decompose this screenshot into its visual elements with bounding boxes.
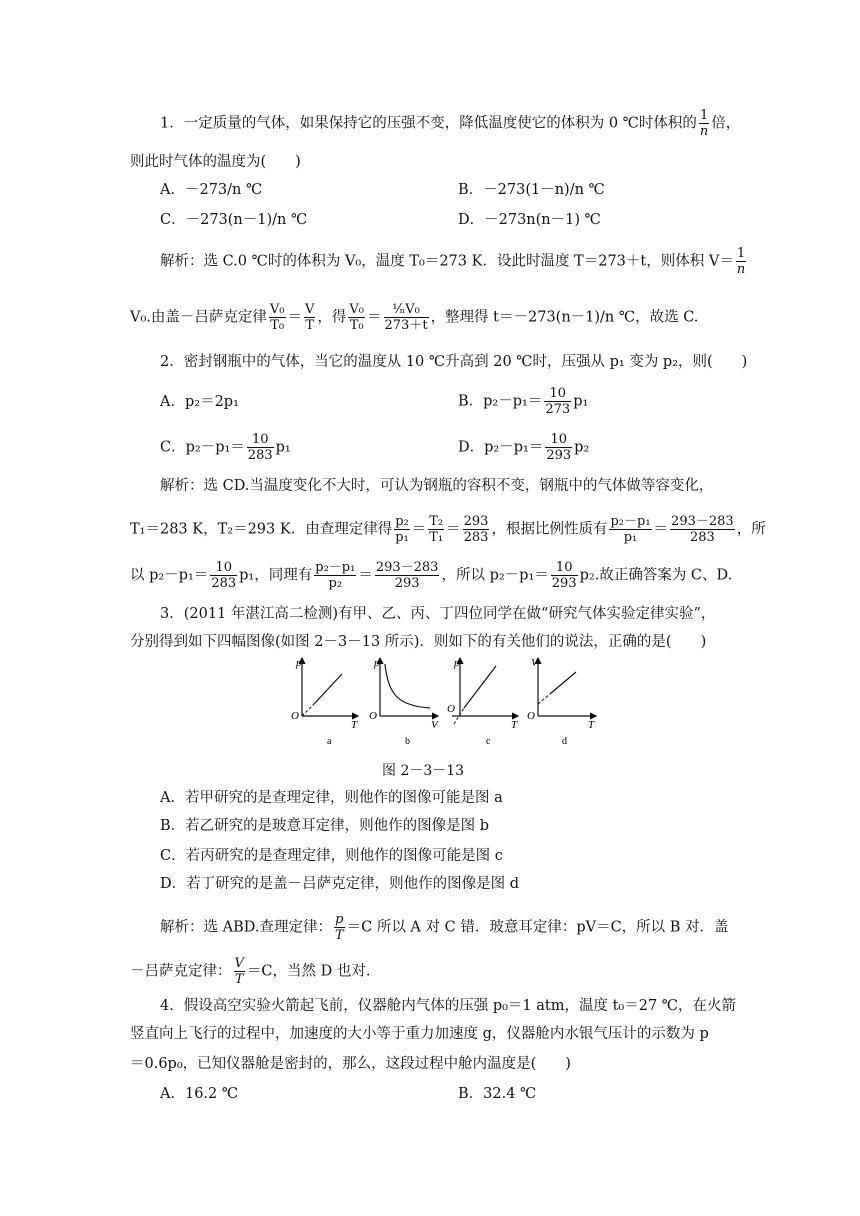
- analysis-text: －吕萨克定律：: [130, 963, 232, 980]
- axis-label: V: [431, 719, 438, 731]
- frac-num: 10: [551, 560, 578, 576]
- q1-stem-line2: 则此时气体的温度为( ): [130, 154, 301, 170]
- frac-den: p₂: [328, 576, 343, 591]
- graph-d: [527, 657, 596, 747]
- frac-num: p₂－p₁: [610, 514, 651, 529]
- analysis-text: p₂.故正确答案为 C、D.: [579, 567, 733, 584]
- graph-label: c: [486, 736, 491, 747]
- frac-num: 293: [463, 514, 489, 529]
- axis-label: T: [588, 719, 595, 731]
- frac-num: 10: [545, 432, 572, 448]
- frac-num: 10: [247, 432, 274, 448]
- fraction: [670, 514, 735, 545]
- origin-label: O: [291, 710, 299, 722]
- figure-caption: 图 2－3－13: [382, 763, 465, 779]
- frac-num: V: [305, 302, 315, 317]
- option-text: B．p₂－p₁＝: [458, 393, 543, 410]
- analysis-text: ，所以 p₂－p₁＝: [441, 567, 549, 584]
- q2-option-d: [458, 432, 589, 463]
- analysis-text: ，得: [317, 309, 347, 326]
- origin-label: O: [447, 703, 455, 715]
- q1-analysis-line2: [130, 302, 698, 333]
- fraction: [247, 432, 274, 463]
- analysis-text: ，所: [736, 521, 766, 538]
- q1-stem-text: 倍，: [711, 115, 741, 132]
- frac-den: 293: [546, 448, 572, 463]
- analysis-text: ＝C，当然 D 也对.: [246, 963, 371, 980]
- q3-stem-line1: 3．(2011 年湛江高二检测)有甲、乙、丙、丁四位同学在做“研究气体实验定律实验”，: [160, 606, 716, 622]
- frac-den: 293: [394, 576, 420, 591]
- frac-num: T₂: [429, 514, 444, 529]
- q2-option-c: [160, 432, 291, 463]
- q2-stem: 2．密封钢瓶中的气体，当它的温度从 10 ℃升高到 20 ℃时，压强从 p₁ 变为 p₂，则( ): [160, 354, 748, 370]
- frac-num: V₀: [269, 302, 285, 317]
- graph-label: a: [327, 736, 332, 747]
- q1-option-a: A．－273/n ℃: [160, 182, 263, 198]
- frac-den: 283: [689, 530, 715, 545]
- fraction: [545, 432, 572, 463]
- axis-label: T: [511, 719, 518, 731]
- origin-label: O: [527, 710, 535, 722]
- option-text: p₁: [573, 393, 589, 410]
- fraction: [736, 246, 746, 277]
- q3-option-b: B．若乙研究的是玻意耳定律，则他作的图像是图 b: [160, 818, 490, 834]
- frac-num: p: [335, 912, 344, 927]
- frac-den: T: [334, 928, 344, 943]
- q1-stem-line1: [160, 108, 740, 139]
- q4-stem-line3: ＝0.6p₀，已知仪器舱是密封的，那么，这段过程中舱内温度是( ): [130, 1056, 571, 1072]
- frac-num: 1: [699, 108, 709, 123]
- q3-analysis-line2: [130, 956, 370, 987]
- fraction: [269, 302, 286, 333]
- frac-den: 273＋t: [384, 318, 428, 333]
- analysis-text: ＝C 所以 A 对 C 错．玻意耳定律：pV＝C，所以 B 对．盖: [346, 919, 729, 936]
- fraction: [210, 560, 237, 591]
- graph-line: [464, 666, 496, 708]
- origin-label: O: [369, 710, 377, 722]
- analysis-text: V₀.由盖－吕萨克定律: [130, 309, 267, 326]
- frac-den: T₀: [270, 318, 285, 333]
- frac-den: 283: [463, 530, 489, 545]
- q2-option-b: [458, 386, 588, 417]
- fraction: [384, 302, 429, 333]
- analysis-text: ，整理得 t＝－273(n－1)/n ℃，故选 C.: [430, 309, 699, 326]
- q3-stem-line2: 分别得到如下四幅图像(如图 2－3－13 所示)．则如下的有关他们的说法，正确的是( ): [130, 634, 707, 650]
- fraction: [428, 514, 444, 545]
- frac-den: T: [305, 318, 315, 333]
- q4-stem-line1: 4．假设高空实验火箭起飞前，仪器舱内气体的压强 p₀＝1 atm，温度 t₀＝27 ℃，在火箭: [160, 998, 737, 1014]
- frac-num: V₀: [349, 302, 365, 317]
- graph-label: d: [562, 736, 567, 747]
- q2-option-a: A．p₂＝2p₁: [160, 394, 239, 410]
- analysis-text: p₁，同理有: [239, 567, 313, 584]
- axis-label: p: [374, 657, 380, 669]
- frac-num: p₂－p₁: [315, 560, 356, 575]
- q4-option-b: B．32.4 ℃: [458, 1086, 537, 1102]
- q1-option-d: D．－273n(n－1) ℃: [458, 212, 601, 228]
- analysis-text: 以 p₂－p₁＝: [130, 567, 209, 584]
- frac-num: 1: [736, 246, 746, 261]
- option-text: p₁: [275, 439, 291, 456]
- graphs-svg: [282, 656, 602, 756]
- fraction: [609, 514, 651, 545]
- graph-c: [447, 657, 518, 747]
- analysis-text: T₁＝283 K，T₂＝293 K．由查理定律得: [130, 521, 393, 538]
- axis-label: V: [531, 657, 538, 669]
- q2-analysis-line2: T₁＝283 K，T₂＝293 K．由查理定律得 $\frac{\text{p₂}}{\text{p₁}}$ ＝ $\frac{\text{T₂}}{\text{T₁}}$ ＝ $\frac{293}{283}$ ，根据比例性质有 $\frac{\text{p₂－p₁}}{\text{p₁}}$ ＝ $\frac{293-283}{283}$ ，所: [130, 514, 766, 545]
- axis-label: p: [454, 657, 460, 669]
- frac-num: 293－283: [671, 514, 734, 529]
- fraction: [304, 302, 315, 333]
- fraction: [544, 386, 571, 417]
- fraction: [375, 560, 440, 591]
- frac-den: T₀: [349, 318, 364, 333]
- q1-stem-text: 1．一定质量的气体，如果保持它的压强不变，降低温度使它的体积为 0 ℃时体积的: [160, 115, 697, 132]
- q4-stem-line2: 竖直向上飞行的过程中，加速度的大小等于重力加速度 g，仪器舱内水银气压计的示数为 p: [130, 1026, 709, 1042]
- frac-den: p₁: [623, 530, 638, 545]
- frac-num: 10: [544, 386, 571, 402]
- graph-a: [291, 657, 358, 747]
- frac-num: ¹⁄ₙV₀: [384, 302, 429, 318]
- option-text: p₂: [574, 439, 590, 456]
- fraction: [551, 560, 578, 591]
- analysis-text: ，根据比例性质有: [491, 521, 608, 538]
- frac-den: 283: [247, 448, 273, 463]
- frac-num: p₂: [395, 514, 409, 529]
- q2-analysis-line3: 以 p₂－p₁＝ $\frac{10}{283}$ p₁，同理有 $\frac{\text{p₂－p₁}}{\text{p₂}}$ ＝ $\frac{293-283}{293}$ ，所以 p₂－p₁＝ $\frac{10}{293}$ p₂.故正确答案为 C、D.: [130, 560, 733, 591]
- option-text: C．p₂－p₁＝: [160, 439, 245, 456]
- dashed-extension: [302, 704, 314, 716]
- graph-curve: [385, 664, 430, 708]
- q1-analysis-line1: [160, 246, 748, 277]
- frac-den: 293: [551, 576, 577, 591]
- frac-den: n: [736, 262, 746, 277]
- frac-den: n: [699, 124, 709, 139]
- option-text: D．p₂－p₁＝: [458, 439, 544, 456]
- fraction: [348, 302, 365, 333]
- analysis-text: 解析：选 C.0 ℃时的体积为 V₀，温度 T₀＝273 K．设此时温度 T＝273＋t，则体积 V＝: [160, 253, 734, 270]
- graph-b: [369, 657, 439, 747]
- q3-analysis-line1: [160, 912, 729, 943]
- q3-option-a: A．若甲研究的是查理定律，则他作的图像可能是图 a: [160, 790, 503, 806]
- frac-den: T₁: [429, 530, 444, 545]
- figure-graphs: [282, 656, 602, 756]
- dashed-extension: [538, 694, 550, 704]
- fraction: [394, 514, 410, 545]
- frac-den: 283: [211, 576, 237, 591]
- frac-num: V: [234, 956, 244, 971]
- fraction: [463, 514, 490, 545]
- graph-line: [550, 672, 576, 694]
- frac-den: T: [234, 972, 244, 987]
- fraction: [314, 560, 356, 591]
- q4-option-a: A．16.2 ℃: [160, 1086, 239, 1102]
- equals-sign: ＝: [287, 309, 303, 326]
- graph-line: [314, 674, 342, 704]
- q3-option-c: C．若丙研究的是查理定律，则他作的图像可能是图 c: [160, 848, 503, 864]
- frac-num: 10: [210, 560, 237, 576]
- graph-label: b: [405, 736, 410, 747]
- fraction: [234, 956, 245, 987]
- axis-label: p: [296, 657, 302, 669]
- axis-label: T: [351, 719, 358, 731]
- fraction: [334, 912, 345, 943]
- frac-num: 293－283: [375, 560, 439, 575]
- q2-analysis-line1: 解析：选 CD.当温度变化不大时，可认为钢瓶的容积不变，钢瓶中的气体做等容变化，: [160, 478, 714, 494]
- q1-option-b: B．－273(1－n)/n ℃: [458, 182, 605, 198]
- q3-option-d: D．若丁研究的是盖－吕萨克定律，则他作的图像是图 d: [160, 876, 520, 892]
- q1-option-c: C．－273(n－1)/n ℃: [160, 212, 308, 228]
- frac-den: 273: [545, 402, 571, 417]
- frac-den: p₁: [395, 530, 409, 545]
- analysis-text: 解析：选 ABD.查理定律：: [160, 919, 332, 936]
- fraction: [699, 108, 709, 139]
- equals-sign: ＝: [367, 309, 382, 326]
